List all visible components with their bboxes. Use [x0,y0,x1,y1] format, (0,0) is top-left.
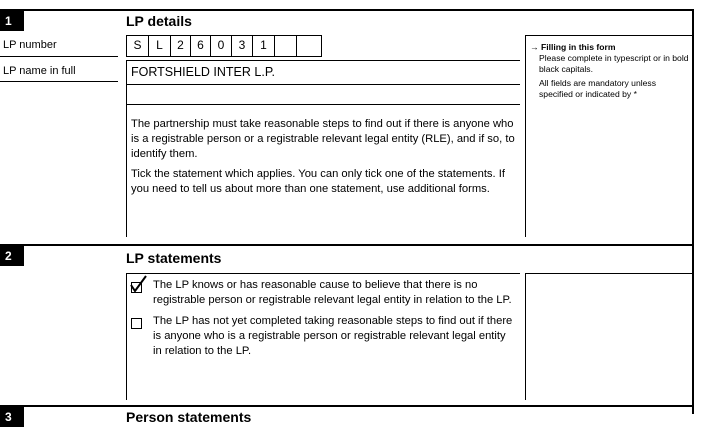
section2-title: LP statements [126,250,222,266]
lp-name-line2 [126,104,520,105]
checkmark-icon [129,274,151,296]
section3-top-rule [0,405,692,407]
lp-number-char-4: 6 [191,35,211,56]
statement1-text: The LP knows or has reasonable cause to believe that there is no registrable person or registrable relevant legal entity in relation to the LP. [153,279,512,306]
sidebar-line-1: Please complete in typescript or in bold black capitals. [539,53,689,74]
lp-number-char-8 [275,35,297,56]
sidebar-line-2: All fields are mandatory unless specified or indicated by * [539,78,657,99]
lp-number-char-3: 2 [171,35,191,56]
lp-number-char-1: S [127,35,149,56]
section1-title: LP details [126,13,192,29]
section2-top-rule [0,244,692,246]
arrow-icon: → [530,42,539,52]
section1-number: 1 [0,11,24,31]
sidebar-heading [530,42,690,53]
section1-top-rule [0,9,692,11]
statement1-checkbox[interactable] [131,282,142,293]
section1-paragraph-1: The partnership must take reasonable steps to find out if there is anyone who is a registrable person or a registrable relevant legal entity (RLE), and if so, to identify them. [131,118,515,160]
statement2-text: The LP has not yet completed taking reasonable steps to find out if there is anyone who is a registrable person or registrable relevant legal entity in relation to the LP. [153,315,513,357]
section3-number: 3 [0,407,24,427]
lp-name-value[interactable]: FORTSHIELD INTER L.P. [131,65,276,79]
section3-title: Person statements [126,409,252,425]
lp-number-char-6: 3 [232,35,253,56]
lp-number-char-7: 1 [253,35,275,56]
lp-name-label: LP name in full [3,65,76,77]
lp-number-label: LP number [3,39,57,51]
section1-paragraph-2: Tick the statement which applies. You can only tick one of the statements. If you need to tell us about more than one statement, use additional forms. [131,168,505,195]
statement2-checkbox[interactable] [131,318,142,329]
sidebar-heading-text: Filling in this form [540,42,616,52]
lp-number-char-5: 0 [211,35,232,56]
lp-name-underline [0,81,118,82]
section2-number: 2 [0,246,24,266]
section2-side-box [525,273,693,400]
lp-number-underline [0,56,118,57]
lp-name-line1 [126,84,520,85]
lp-number-char-2: L [149,35,171,56]
